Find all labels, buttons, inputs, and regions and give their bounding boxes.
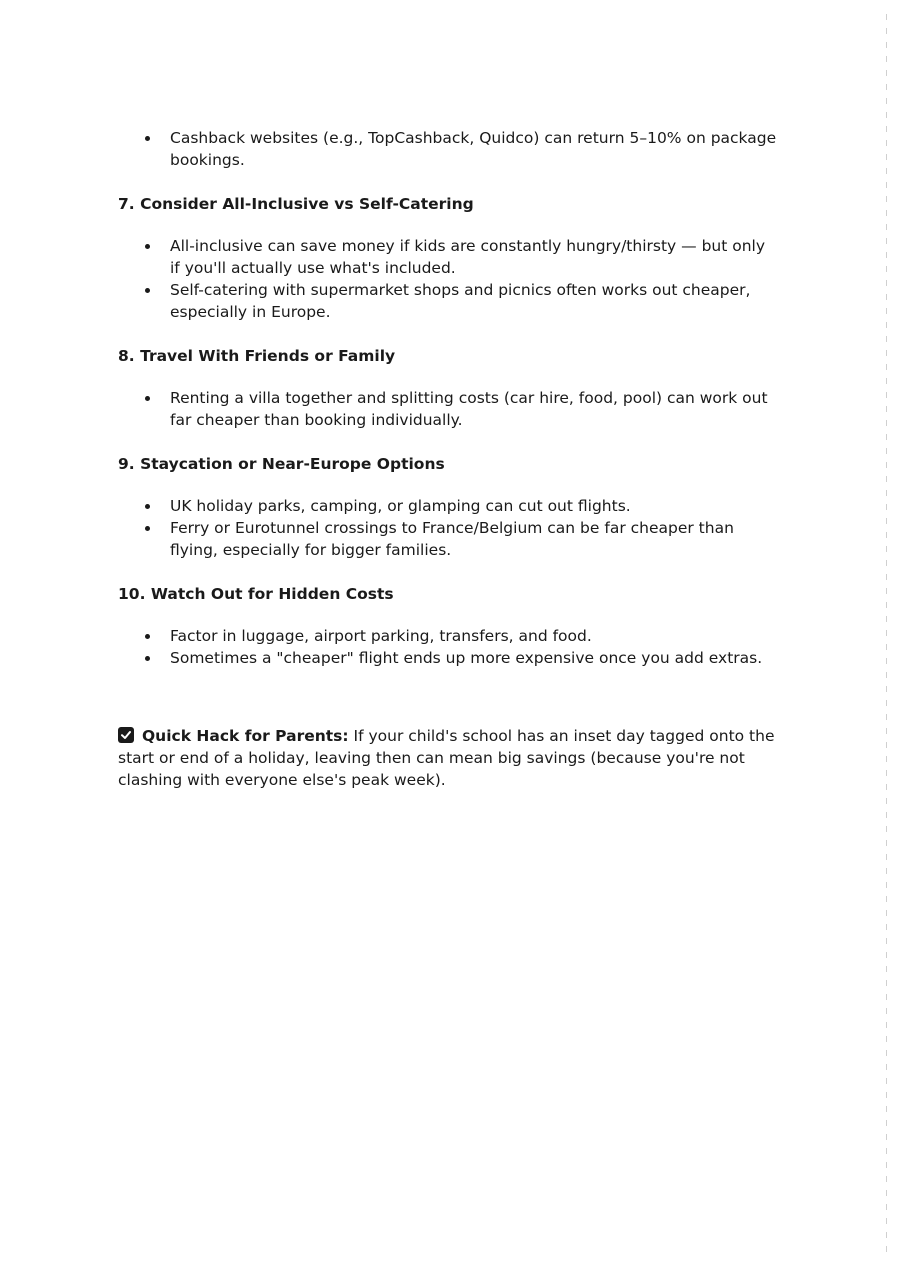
list-item: Sometimes a "cheaper" flight ends up more expensive once you add extras. <box>118 647 778 669</box>
section-heading: 8. Travel With Friends or Family <box>118 347 396 365</box>
check-box-icon <box>118 727 134 743</box>
list-item: Renting a villa together and splitting costs (car hire, food, pool) can work out far cheaper than booking individually. <box>118 387 778 431</box>
quick-hack-label: Quick Hack for Parents: <box>142 727 349 745</box>
section-heading: 7. Consider All-Inclusive vs Self-Catering <box>118 195 474 213</box>
section-friends-family <box>118 345 778 431</box>
bullet-list <box>118 625 778 669</box>
section-hidden-costs <box>118 583 778 669</box>
section-all-inclusive <box>118 193 778 323</box>
quick-hack-text: If your child's school has an inset day tagged onto the start or end of a holiday, leaving then can mean big savings (because you're not clashing with everyone else's peak week). <box>118 727 775 789</box>
section-heading: 10. Watch Out for Hidden Costs <box>118 585 394 603</box>
section-heading: 9. Staycation or Near-Europe Options <box>118 455 445 473</box>
document-content <box>118 127 778 791</box>
list-item: Cashback websites (e.g., TopCashback, Quidco) can return 5–10% on package bookings. <box>118 127 778 171</box>
list-item: Factor in luggage, airport parking, transfers, and food. <box>118 625 778 647</box>
list-item: Self-catering with supermarket shops and picnics often works out cheaper, especially in Europe. <box>118 279 778 323</box>
intro-bullet-list <box>118 127 778 171</box>
section-staycation <box>118 453 778 561</box>
bullet-list <box>118 495 778 561</box>
list-item: Ferry or Eurotunnel crossings to France/Belgium can be far cheaper than flying, especially for bigger families. <box>118 517 778 561</box>
bullet-list <box>118 235 778 323</box>
quick-hack-paragraph <box>118 725 778 791</box>
bullet-list <box>118 387 778 431</box>
list-item: UK holiday parks, camping, or glamping can cut out flights. <box>118 495 778 517</box>
list-item: All-inclusive can save money if kids are constantly hungry/thirsty — but only if you'll actually use what's included. <box>118 235 778 279</box>
scan-edge-line <box>886 14 887 1254</box>
